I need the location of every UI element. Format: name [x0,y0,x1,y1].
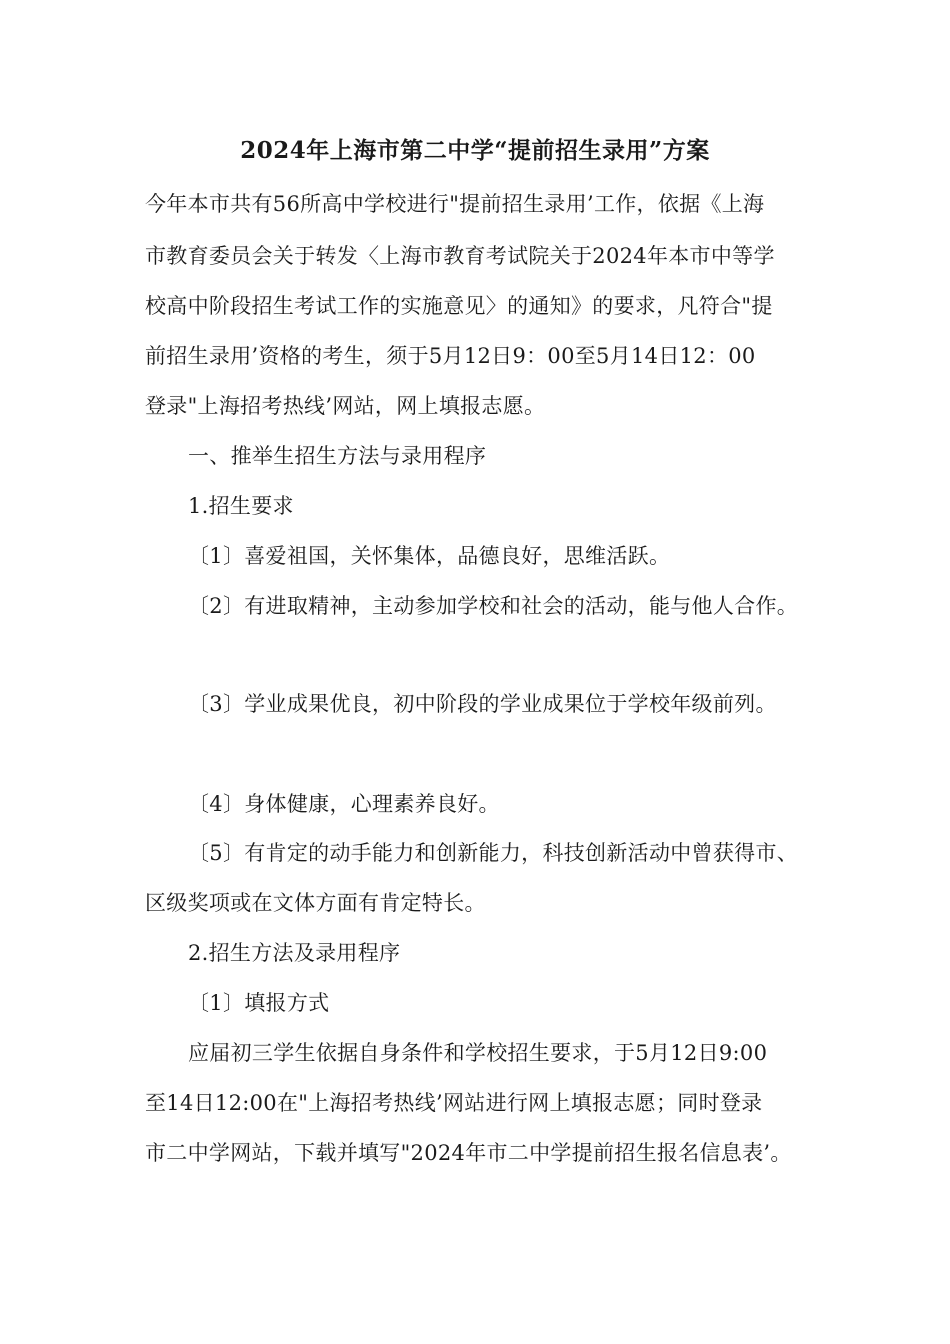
method-1-line: 市二中学网站，下载并填写"2024年市二中学提前招生报名信息表’。 [145,1141,792,1165]
requirement-item: 〔4〕身体健康，心理素养良好。 [188,792,500,816]
requirement-item: 〔3〕学业成果优良，初中阶段的学业成果位于学校年级前列。 [188,692,777,716]
document-title: 2024年上海市第二中学“提前招生录用”方案 [240,137,710,164]
requirement-item: 〔1〕喜爱祖国，关怀集体，品德良好，思维活跃。 [188,544,671,568]
intro-line-3: 校高中阶段招生考试工作的实施意见〉的通知》的要求，凡符合"提 [145,294,773,318]
requirement-item-continued: 区级奖项或在文体方面有肯定特长。 [145,891,486,915]
intro-line-2: 市教育委员会关于转发〈上海市教育考试院关于2024年本市中等学 [145,244,775,268]
intro-line-5: 登录"上海招考热线’网站，网上填报志愿。 [145,394,546,418]
section-1-heading: 一、推举生招生方法与录用程序 [188,444,487,468]
requirement-item: 〔2〕有进取精神，主动参加学校和社会的活动，能与他人合作。 [188,594,799,618]
requirement-item: 〔5〕有肯定的动手能力和创新能力，科技创新活动中曾获得市、 [188,841,799,865]
subsection-2-heading: 2.招生方法及录用程序 [188,941,401,965]
subsection-1-heading: 1.招生要求 [188,494,294,518]
method-1-heading: 〔1〕填报方式 [188,991,330,1015]
method-1-line: 至14日12:00在"上海招考热线’网站进行网上填报志愿；同时登录 [145,1091,763,1115]
method-1-line: 应届初三学生依据自身条件和学校招生要求，于5月12日9:00 [188,1041,768,1065]
intro-line-1: 今年本市共有56所高中学校进行"提前招生录用’工作，依据《上海 [145,192,765,216]
intro-line-4: 前招生录用’资格的考生，须于5月12日9：00至5月14日12：00 [145,344,756,368]
